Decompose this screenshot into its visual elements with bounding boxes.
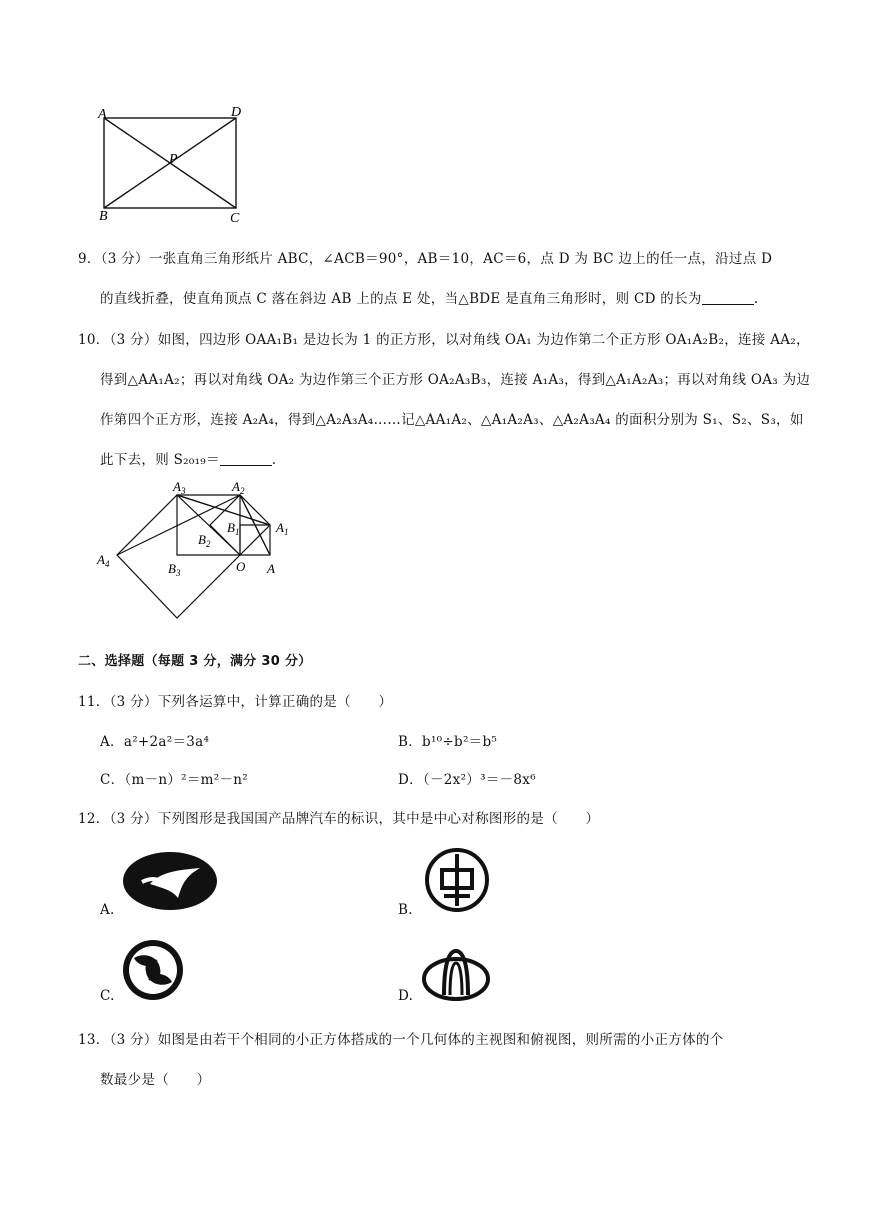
q9-answer-blank xyxy=(702,292,754,305)
q12-label-c: C. xyxy=(100,988,115,1004)
label-B: B xyxy=(99,209,108,224)
q10-line3: 作第四个正方形，连接 A₂A₄，得到△A₂A₃A₄……记△AA₁A₂、△A₁A₂A₃、△A₂A₃A₄ 的面积分别为 S₁、S₂、S₃，如 xyxy=(100,412,804,428)
label-O: O xyxy=(236,559,246,574)
q9-line2-wrap xyxy=(100,287,758,307)
section2-title: 二、选择题（每题 3 分，满分 30 分） xyxy=(78,654,312,669)
q12-label-d: D. xyxy=(398,988,414,1004)
q10-line4-wrap xyxy=(100,448,276,468)
label-B1: $B_1$ xyxy=(227,520,240,537)
label-C: C xyxy=(230,211,240,226)
rectangle-diagram xyxy=(92,98,252,230)
swirl-logo-icon xyxy=(120,938,186,1002)
label-B2: $B_2$ xyxy=(198,532,211,549)
q10-line4: 此下去，则 S₂₀₁₉＝ xyxy=(100,452,220,468)
q10-line1: 10．（3 分）如图，四边形 OAA₁B₁ 是边长为 1 的正方形，以对角线 OA₁ 为边作第二个正方形 OA₁A₂B₂，连接 AA₂， xyxy=(78,332,810,348)
label-A1: $A_1$ xyxy=(276,520,289,537)
label-B3: $B_3$ xyxy=(168,561,181,578)
q10-end: . xyxy=(271,452,277,468)
q12-label-b: B. xyxy=(398,902,413,918)
q11-option-b: B．b¹⁰÷b²＝b⁵ xyxy=(398,734,498,750)
label-A: A xyxy=(98,107,107,122)
q12-label-a: A. xyxy=(100,902,115,918)
q13-line2: 数最少是（ ） xyxy=(100,1072,211,1088)
q10-line2: 得到△AA₁A₂；再以对角线 OA₂ 为边作第三个正方形 OA₂A₃B₃，连接 A₁A₃，得到△A₁A₂A₃；再以对角线 OA₃ 为边 xyxy=(100,372,811,388)
q11-stem: 11．（3 分）下列各运算中，计算正确的是（ ） xyxy=(78,694,393,710)
q9-line2: 的直线折叠，使直角顶点 C 落在斜边 AB 上的点 E 处，当△BDE 是直角三角形时，则 CD 的长为 xyxy=(100,291,702,307)
q9-line1: 9．（3 分）一张直角三角形纸片 ABC，∠ACB＝90°，AB＝10，AC＝6，点 D 为 BC 边上的任一点，沿过点 D xyxy=(78,251,773,267)
q11-option-c: C．（m－n）²＝m²－n² xyxy=(100,772,249,788)
circle-zhong-logo-icon xyxy=(420,846,494,914)
q9-end: . xyxy=(753,291,759,307)
arch-logo-icon xyxy=(420,945,492,1003)
label-P: P xyxy=(169,152,178,167)
q10-answer-blank xyxy=(220,453,272,466)
q11-option-a: A．a²+2a²＝3a⁴ xyxy=(100,734,210,750)
q12-stem: 12．（3 分）下列图形是我国国产品牌汽车的标识，其中是中心对称图形的是（ ） xyxy=(78,811,600,827)
label-A3: $A_3$ xyxy=(173,479,186,496)
oval-hook-logo-icon xyxy=(120,850,220,912)
label-A4: $A_4$ xyxy=(97,552,110,569)
label-D: D xyxy=(231,105,242,120)
q11-option-d: D．（－2x²）³＝－8x⁶ xyxy=(398,772,536,788)
q13-line1: 13．（3 分）如图是由若干个相同的小正方体搭成的一个几何体的主视图和俯视图，则所需的小正方体的个 xyxy=(78,1032,724,1048)
label-A: A xyxy=(267,561,275,576)
label-A2: $A_2$ xyxy=(232,479,245,496)
squares-diagram xyxy=(95,478,305,628)
